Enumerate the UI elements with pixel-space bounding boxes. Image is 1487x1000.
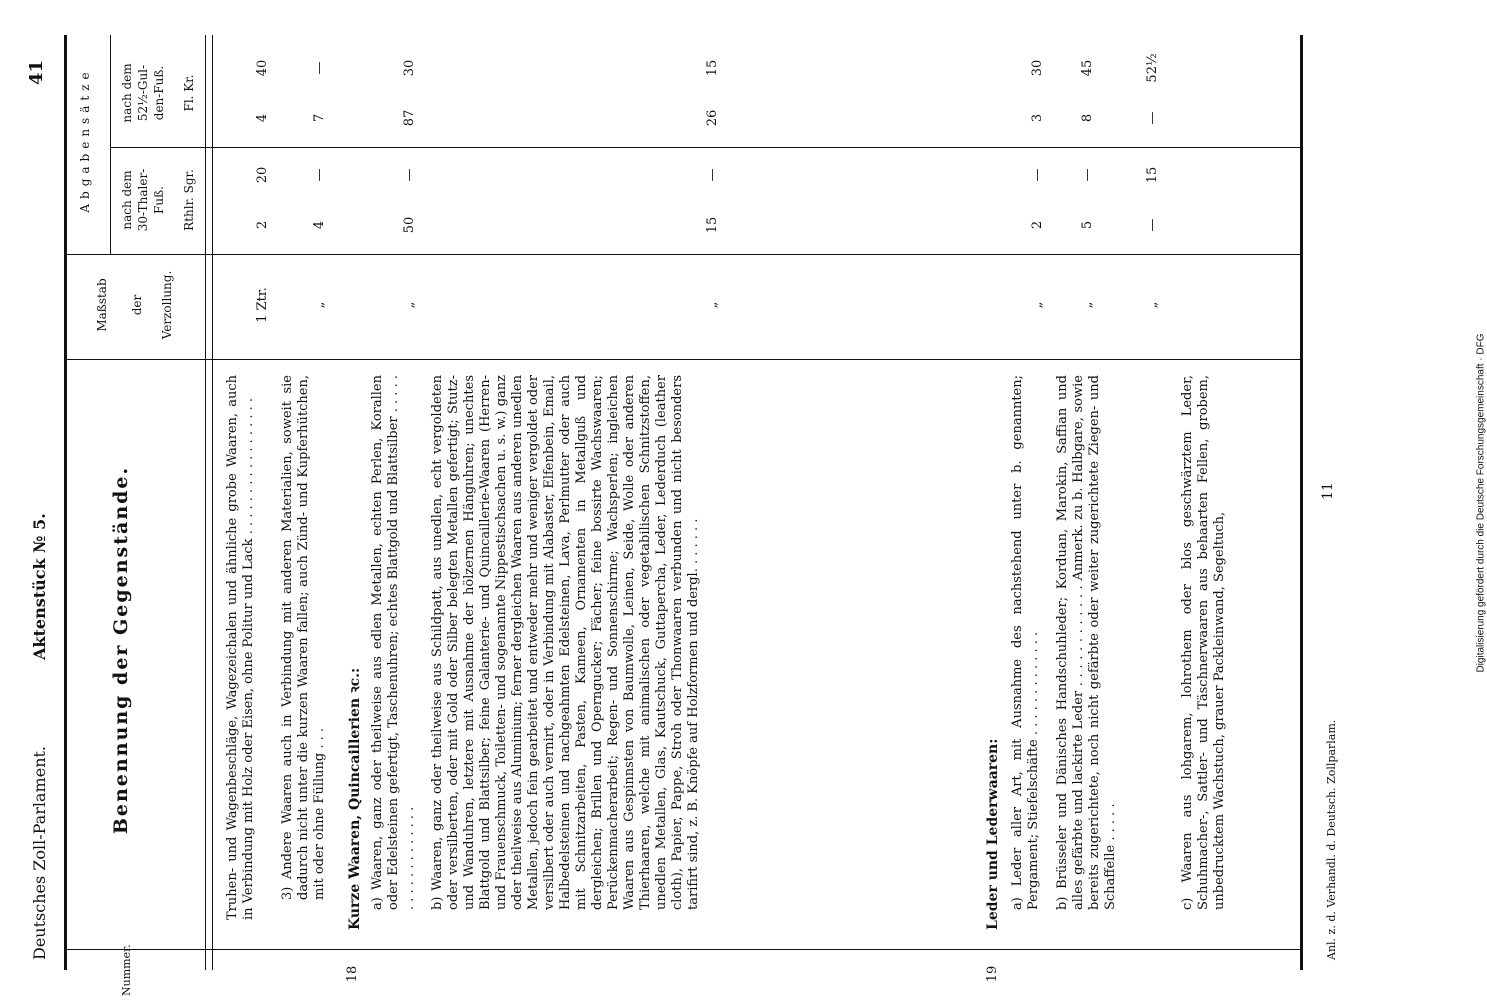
row-sgr-3: — [705,168,720,182]
row-sgr-4: — [1030,168,1045,182]
row-kr-4: 30 [1030,59,1045,77]
header-title-left: Deutsches Zoll-Parlament. [30,745,49,960]
row-text-4: a) Leder aller Art, mit Ausnahme des nachstehend unter b. genannten; Pergament; Stiefelschäfte . . . . . . . . . . . . . [1010,375,1041,910]
row-sgr-2: — [402,168,417,182]
header-30-b: 30-Thaler- [136,168,150,232]
row-fl-5: 8 [1080,113,1095,123]
row-heading-2: Kurze Waaren, Quincaillerien ꝛc.: [347,667,363,930]
row-fl-3: 26 [705,109,720,127]
row-kr-1: — [312,61,327,75]
row-kr-6: 52½ [1145,53,1160,83]
side-credit-text: Digitalisierung gefördert durch die Deutsche Forschungsgemeinschaft · DFG [1475,333,1487,673]
header-52-c: den-Fuß. [152,65,166,121]
row-sgr-6: 15 [1145,166,1160,184]
header-52-units: Fl. Kr. [182,74,196,112]
row-rthlr-4: 2 [1030,220,1045,230]
header-title-right: Aktenstück № 5. [30,513,49,660]
header-massstab: Maßstab [95,278,109,332]
row-kr-5: 45 [1080,59,1095,77]
row-fl-1: 7 [312,113,327,123]
header-30-c: Fuß. [152,186,166,214]
row-kr-2: 30 [402,59,417,77]
row-text-7: c) Waaren aus lohgarem, lohrothem oder blos geschwärztem Leder, Schuhmacher-, Sattler- und Täschnerwaaren aus behaarten Fellen, grobem, unbedrucktem Wachstuch, grauer Packleinwand, Segeltuch, [1180,375,1227,910]
col-sep-2 [64,359,1300,360]
header-30-units: Rthlr. Sgr. [182,169,196,231]
row-heading-4: Leder und Lederwaaren: [985,738,1001,930]
col-sep-3 [64,254,1300,255]
row-massstab-2: „ [402,301,417,309]
page-number: 41 [26,59,47,85]
row-text-3: b) Waaren, ganz oder theilweise aus Schildpatt, aus unedlen, echt vergoldeten oder versilberten, oder mit Gold oder Silber belegten Metallen gefertigt; Stutz- und Wanduhren, letztere mit Ausnahme der hölzernen Hänguhren; unechtes Blattgold und Blattsilber; feine Galanterie- und Quincaillerie-Waaren (Herren- und Frauenschmuck, Toiletten- und sogenannte Nippestischsachen u. s. w.) ganz oder theilweise aus Aluminium; ferner dergleichen Waaren aus anderen unedlen Metallen, jedoch fein gearbeitet und entweder mehr und weniger vergoldet oder versilbert oder auch vernirt, oder in Verbindung mit Alabaster, Elfenbein, Email, Halbedelsteinen und nachgeahmten Edelsteinen, Lava, Perlmutter oder auch mit Schnitzarbeiten, Pasten, Kameen, Ornamenten in Metallguß und dergleichen; Brillen und Operngucker; Fächer; feine bossirte Wachswaaren; Perückenmacherarbeit; Regen- und Sonnenschirme; Wachsperlen; ingleichen Waaren aus Gespinnsten von Baumwolle, Leinen, Seide, Wolle oder anderen Thierhaaren, welche mit animalischen oder vegetabilischen Schnitzstoffen, unedlen Metallen, Glas, Kautschuck, Guttapercha, Leder, Lederduch (leather cloth), Papier, Pappe, Stroh oder Thonwaaren verbunden und nicht besonders tarifirt sind, z. B. Knöpfe auf Holzformen und dergl. . . . . . . [430,375,701,910]
footer-left: Anl. z. d. Verhandl. d. Deutsch. Zollparlam. [1325,719,1338,960]
row-rthlr-5: 5 [1080,220,1095,230]
header-abgabensaetze: Abgabensätze [78,67,92,213]
row-nummer-2: 18 [345,965,360,983]
header-benennung: Benennung der Gegenstände. [110,465,132,835]
col-sep-1 [64,949,1300,950]
side-credit [1472,8,1487,998]
row-kr-0: 40 [255,59,270,77]
row-fl-0: 4 [255,113,270,123]
header-der: der [130,294,144,316]
row-fl-6: — [1145,111,1160,125]
row-kr-3: 15 [705,59,720,77]
row-fl-2: 87 [402,109,417,127]
footer-sheet: 11 [1320,482,1336,500]
row-text-5: b) Brüsseler und Dänisches Handschuhleder; Korduan, Marokin, Saffian und alles gefärbte und lackirte Leder . . . . . . . . . . . . Anmerk. zu b. Halbgare, sowie bereits zugerichtete, noch nicht gefärbte oder weiter zugerichtete Ziegen- und Schaffelle . . . . . [1055,375,1118,910]
row-rthlr-1: 4 [312,220,327,230]
table-top-rule [64,35,67,970]
row-sgr-5: — [1080,168,1095,182]
row-massstab-3: „ [705,301,720,309]
row-nummer-4: 19 [985,965,1000,983]
row-fl-4: 3 [1030,113,1045,123]
header-52-a: nach dem [120,63,134,123]
header-verzollung: Verzollung. [160,270,174,340]
row-text-0: Truhen- und Wagenbeschläge, Wagezeichalen und ähnliche grobe Waaren, auch in Verbindung mit Holz oder Eisen, ohne Politur und Lack . . . . . . . . . . . . . . . . . [225,375,256,920]
row-sgr-1: — [312,168,327,182]
row-text-1: 3) Andere Waaren auch in Verbindung mit anderen Materialien, soweit sie dadurch nicht unter die kurzen Waaren fallen; auch Zünd- und Kupferhütchen, mit oder ohne Füllung . . . [280,375,327,900]
row-rthlr-3: 15 [705,216,720,234]
abgaben-header-rule [110,35,111,255]
row-text-2: a) Waaren, ganz oder theilweise aus edlen Metallen, echten Perlen, Korallen oder Edelsteinen gefertigt, Taschenuhren; echtes Blattgold und Blattsilber . . . . . . . . . . . . . . . . . . [370,375,417,910]
row-sgr-0: 20 [255,166,270,184]
row-rthlr-0: 2 [255,220,270,230]
header-52-b: 52½-Gul- [136,64,150,122]
col-sep-4 [110,147,1300,148]
row-massstab-4: „ [1030,301,1045,309]
row-rthlr-6: — [1145,218,1160,232]
table-header-rule-2 [212,35,213,970]
row-massstab-5: „ [1080,301,1095,309]
table-header-rule [205,35,206,970]
row-rthlr-2: 50 [402,216,417,234]
table-bottom-rule [1300,35,1303,970]
row-massstab-1: „ [312,301,327,309]
header-30-a: nach dem [120,170,134,230]
row-massstab-6: „ [1145,301,1160,309]
header-nummer: Nummer. [120,944,133,996]
row-massstab-0: 1 Ztr. [255,287,270,323]
